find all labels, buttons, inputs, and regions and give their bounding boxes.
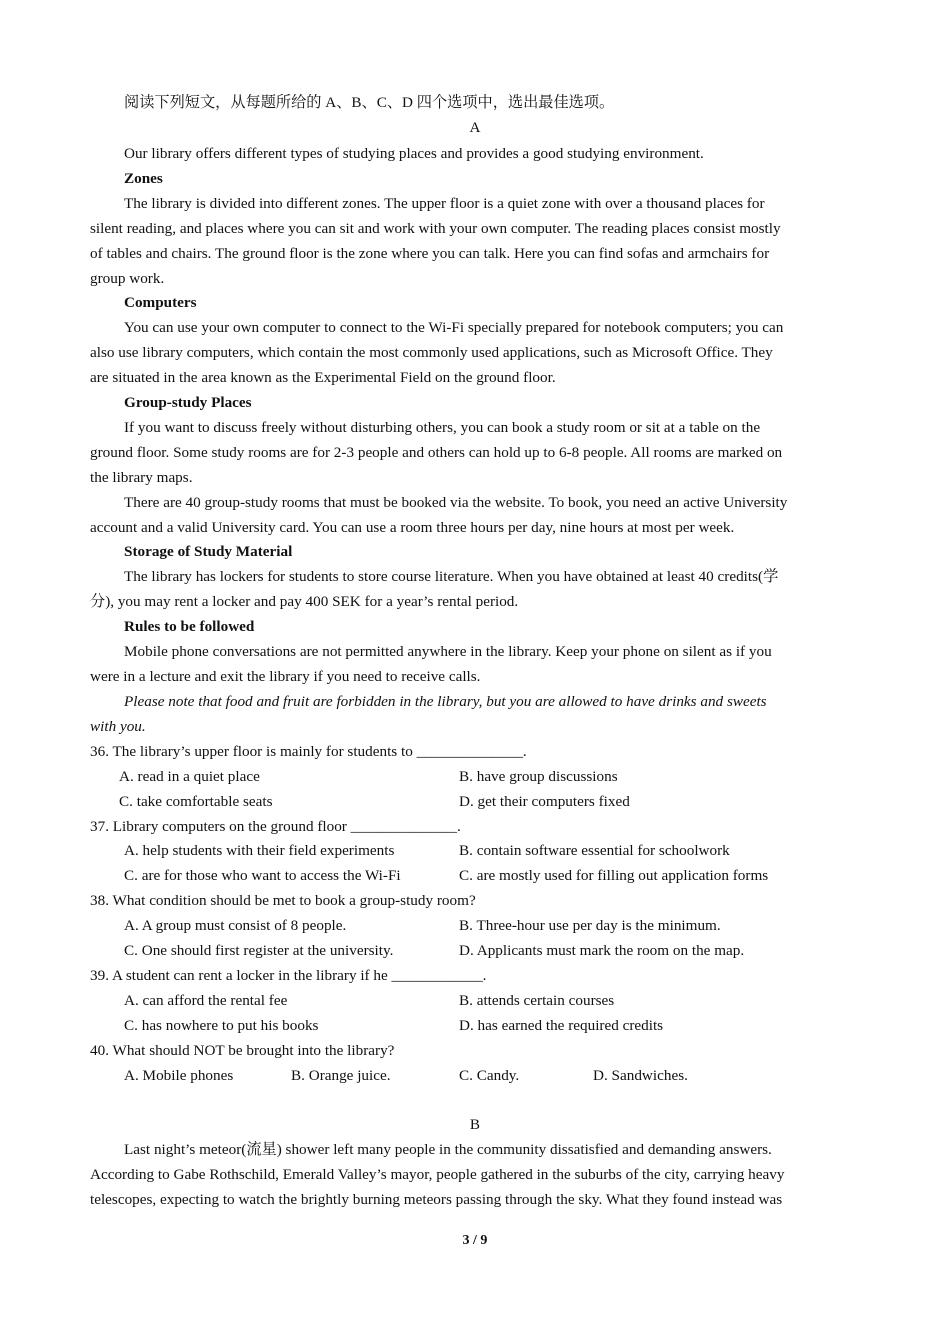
- note-line: Please note that food and fruit are forbidden in the library, but you are allowed to have drinks and sweets: [124, 693, 767, 710]
- option-a: A. Mobile phones: [124, 1067, 234, 1084]
- paragraph-line: group work.: [90, 270, 165, 287]
- option-a: A. can afford the rental fee: [124, 992, 288, 1009]
- paragraph-line: If you want to discuss freely without disturbing others, you can book a study room or sit at a table on the: [124, 419, 761, 436]
- paragraph-line: silent reading, and places where you can sit and work with your own computer. The reading places consist mostly: [90, 220, 781, 237]
- option-b: B. contain software essential for schoolwork: [459, 842, 730, 859]
- paragraph-line: There are 40 group-study rooms that must be booked via the website. To book, you need an active University: [124, 494, 788, 511]
- note-line: with you.: [90, 718, 146, 735]
- paragraph-line: telescopes, expecting to watch the brightly burning meteors passing through the sky. What they found instead was: [90, 1191, 783, 1208]
- option-d: D. Sandwiches.: [593, 1067, 688, 1084]
- question-stem: 37. Library computers on the ground floor ______________.: [90, 818, 461, 835]
- paragraph-line: account and a valid University card. You can use a room three hours per day, nine hours at most per week.: [90, 519, 735, 536]
- option-d: D. Applicants must mark the room on the map.: [459, 942, 745, 959]
- option-c: C. are for those who want to access the Wi-Fi: [124, 867, 401, 884]
- option-b: B. have group discussions: [459, 768, 618, 785]
- option-c: C. has nowhere to put his books: [124, 1017, 319, 1034]
- option-d: C. are mostly used for filling out application forms: [459, 867, 769, 884]
- page-number: 3 / 9: [462, 1233, 488, 1248]
- option-c: C. One should first register at the university.: [124, 942, 394, 959]
- option-d: D. get their computers fixed: [459, 793, 630, 810]
- question-stem: 38. What condition should be met to book a group-study room?: [90, 892, 476, 909]
- question-stem: 39. A student can rent a locker in the library if he ____________.: [90, 967, 487, 984]
- paragraph-line: The library has lockers for students to store course literature. When you have obtained at least 40 credits(学: [124, 568, 779, 585]
- paragraph-line: of tables and chairs. The ground floor is the zone where you can talk. Here you can find sofas and armchairs for: [90, 245, 770, 262]
- option-c: C. take comfortable seats: [119, 793, 273, 810]
- option-d: D. has earned the required credits: [459, 1017, 664, 1034]
- passage-intro: Our library offers different types of studying places and provides a good studying environment.: [124, 145, 704, 162]
- option-b: B. attends certain courses: [459, 992, 615, 1009]
- computers-heading: Computers: [124, 294, 197, 311]
- option-a: A. help students with their field experiments: [124, 842, 395, 859]
- option-a: A. read in a quiet place: [119, 768, 260, 785]
- storage-heading: Storage of Study Material: [124, 543, 293, 560]
- paragraph-line: also use library computers, which contain the most commonly used applications, such as Microsoft Office. They: [90, 344, 773, 361]
- paragraph-line: Mobile phone conversations are not permitted anywhere in the library. Keep your phone on silent as if you: [124, 643, 772, 660]
- option-b: B. Orange juice.: [291, 1067, 391, 1084]
- paragraph-line: According to Gabe Rothschild, Emerald Valley’s mayor, people gathered in the suburbs of the city, carrying heavy: [90, 1166, 785, 1183]
- paragraph-line: Last night’s meteor(流星) shower left many people in the community dissatisfied and demanding answers.: [124, 1141, 772, 1158]
- zones-heading: Zones: [124, 170, 163, 187]
- paragraph-line: were in a lecture and exit the library if you need to receive calls.: [90, 668, 481, 685]
- question-stem: 40. What should NOT be brought into the library?: [90, 1042, 395, 1059]
- option-c: C. Candy.: [459, 1067, 520, 1084]
- question-stem: 36. The library’s upper floor is mainly for students to ______________.: [90, 743, 527, 760]
- section-b-letter: B: [469, 1116, 481, 1133]
- rules-heading: Rules to be followed: [124, 618, 255, 635]
- paragraph-line: the library maps.: [90, 469, 193, 486]
- paragraph-line: You can use your own computer to connect to the Wi-Fi specially prepared for notebook computers; you can: [124, 319, 784, 336]
- paragraph-line: ground floor. Some study rooms are for 2-3 people and others can hold up to 6-8 people. All rooms are marked on: [90, 444, 783, 461]
- option-b: B. Three-hour use per day is the minimum.: [459, 917, 721, 934]
- paragraph-line: 分), you may rent a locker and pay 400 SEK for a year’s rental period.: [90, 593, 519, 610]
- instruction: 阅读下列短文，从每题所给的 A、B、C、D 四个选项中，选出最佳选项。: [124, 94, 615, 111]
- section-a-letter: A: [469, 119, 481, 136]
- paragraph-line: are situated in the area known as the Experimental Field on the ground floor.: [90, 369, 556, 386]
- option-a: A. A group must consist of 8 people.: [124, 917, 347, 934]
- group-study-heading: Group-study Places: [124, 394, 252, 411]
- paragraph-line: The library is divided into different zones. The upper floor is a quiet zone with over a thousand places for: [124, 195, 765, 212]
